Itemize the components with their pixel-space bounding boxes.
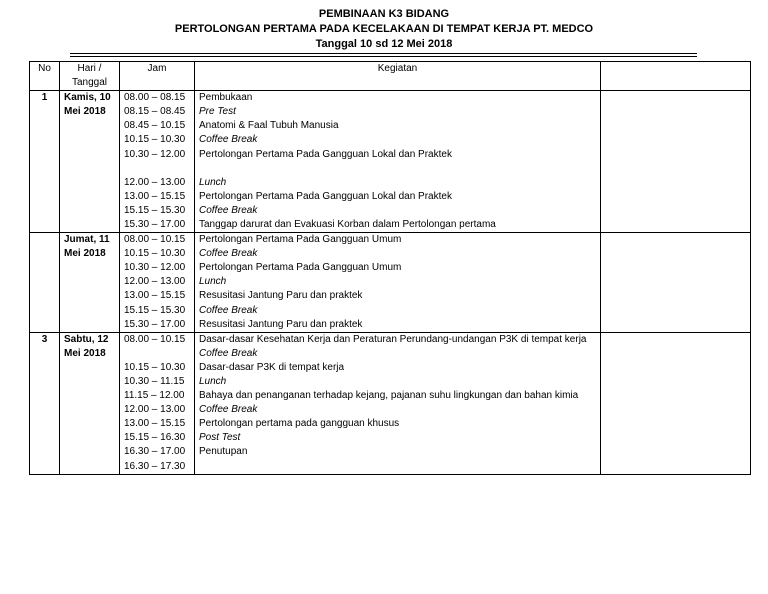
- document-header: [0, 7, 768, 52]
- header-divider-top: [70, 53, 697, 54]
- session-activity: Pertolongan Pertama Pada Gangguan Lokal dan Praktek: [199, 190, 452, 202]
- session-time: 16.30 – 17.30: [124, 460, 186, 472]
- extra-cell: [601, 332, 751, 474]
- session-time: 13.00 – 15.15: [124, 190, 186, 202]
- activity-cell: [195, 233, 601, 333]
- table-row: [30, 332, 751, 474]
- session-time: 15.15 – 15.30: [124, 204, 186, 216]
- session-activity: Tanggap darurat dan Evakuasi Korban dalam Pertolongan pertama: [199, 218, 496, 230]
- session-activity: Penutupan: [199, 446, 248, 458]
- schedule-table: [29, 61, 751, 475]
- session-time: 10.15 – 10.30: [124, 248, 186, 260]
- session-time: 16.30 – 17.00: [124, 446, 186, 458]
- session-activity: Lunch: [199, 176, 227, 188]
- session-activity: Pembukaan: [199, 92, 253, 104]
- session-time: 13.00 – 15.15: [124, 418, 186, 430]
- session-activity: Lunch: [199, 276, 227, 288]
- session-activity: Bahaya dan penanganan terhadap kejang, pajanan suhu lingkungan dan bahan kimia: [199, 390, 579, 402]
- header-day: Hari / Tanggal: [60, 62, 120, 91]
- session-time: 10.15 – 10.30: [124, 134, 186, 146]
- session-activity: Dasar-dasar P3K di tempat kerja: [199, 361, 345, 373]
- session-activity: Coffee Break: [199, 204, 258, 216]
- session-activity: Pre Test: [199, 106, 236, 118]
- activity-cell: [195, 91, 601, 233]
- session-activity: Resusitasi Jantung Paru dan praktek: [199, 318, 363, 330]
- session-activity: Pertolongan pertama pada gangguan khusus: [199, 418, 400, 430]
- session-activity: Pertolongan Pertama Pada Gangguan Umum: [199, 262, 402, 274]
- table-header-row: [30, 62, 751, 91]
- session-time: 08.00 – 10.15: [124, 234, 186, 246]
- session-activity: Resusitasi Jantung Paru dan praktek: [199, 290, 363, 302]
- header-line-2: PERTOLONGAN PERTAMA PADA KECELAKAAN DI TEMPAT KERJA PT. MEDCO: [174, 23, 594, 35]
- time-cell: [120, 233, 195, 333]
- schedule-body: [30, 91, 751, 474]
- session-time: 12.00 – 13.00: [124, 176, 186, 188]
- day-number: 3: [30, 332, 60, 474]
- session-time: 15.15 – 16.30: [124, 432, 186, 444]
- day-number: 1: [30, 91, 60, 233]
- session-activity: [199, 162, 596, 176]
- header-no: No: [30, 62, 60, 91]
- header-divider-bottom: [70, 56, 697, 57]
- table-row: [30, 233, 751, 333]
- header-line-1: PEMBINAAN K3 BIDANG: [318, 8, 450, 20]
- extra-cell: [601, 91, 751, 233]
- session-activity: Pertolongan Pertama Pada Gangguan Umum: [199, 234, 402, 246]
- session-activity: Dasar-dasar Kesehatan Kerja dan Peraturan Perundang-undangan P3K di tempat kerja: [199, 333, 587, 345]
- session-time: 10.30 – 12.00: [124, 262, 186, 274]
- day-number: [30, 233, 60, 333]
- session-time: 11.15 – 12.00: [124, 390, 185, 402]
- session-activity: Coffee Break: [199, 304, 258, 316]
- activity-cell: [195, 332, 601, 474]
- session-time: 08.00 – 10.15: [124, 333, 186, 345]
- day-date: Jumat, 11 Mei 2018: [60, 233, 120, 333]
- session-activity: Pertolongan Pertama Pada Gangguan Lokal dan Praktek: [199, 148, 452, 160]
- header-activity: Kegiatan: [195, 62, 601, 91]
- header-line-3: Tanggal 10 sd 12 Mei 2018: [315, 38, 453, 50]
- session-activity: Coffee Break: [199, 134, 258, 146]
- session-time: 12.00 – 13.00: [124, 404, 186, 416]
- session-time: 15.15 – 15.30: [124, 304, 186, 316]
- session-activity: Post Test: [199, 432, 241, 444]
- time-cell: [120, 332, 195, 474]
- table-row: [30, 91, 751, 233]
- session-activity: Coffee Break: [199, 248, 258, 260]
- day-date: Sabtu, 12 Mei 2018: [60, 332, 120, 474]
- session-time: 15.30 – 17.00: [124, 318, 186, 330]
- day-date: Kamis, 10 Mei 2018: [60, 91, 120, 233]
- session-time: 08.15 – 08.45: [124, 106, 186, 118]
- session-time: 15.30 – 17.00: [124, 218, 186, 230]
- session-time: [124, 162, 190, 176]
- session-activity: Lunch: [199, 375, 227, 387]
- session-time: 12.00 – 13.00: [124, 276, 186, 288]
- session-time: 08.45 – 10.15: [124, 120, 186, 132]
- extra-cell: [601, 233, 751, 333]
- session-time: 10.15 – 10.30: [124, 361, 186, 373]
- session-time: 10.30 – 12.00: [124, 148, 186, 160]
- header-extra: [601, 62, 751, 91]
- session-time: 10.30 – 11.15: [124, 375, 185, 387]
- header-time: Jam: [120, 62, 195, 91]
- session-activity: Coffee Break: [199, 404, 258, 416]
- session-activity: Coffee Break: [199, 347, 258, 359]
- session-activity: Anatomi & Faal Tubuh Manusia: [199, 120, 339, 132]
- session-time: 08.00 – 08.15: [124, 92, 186, 104]
- session-time: 13.00 – 15.15: [124, 290, 186, 302]
- time-cell: [120, 91, 195, 233]
